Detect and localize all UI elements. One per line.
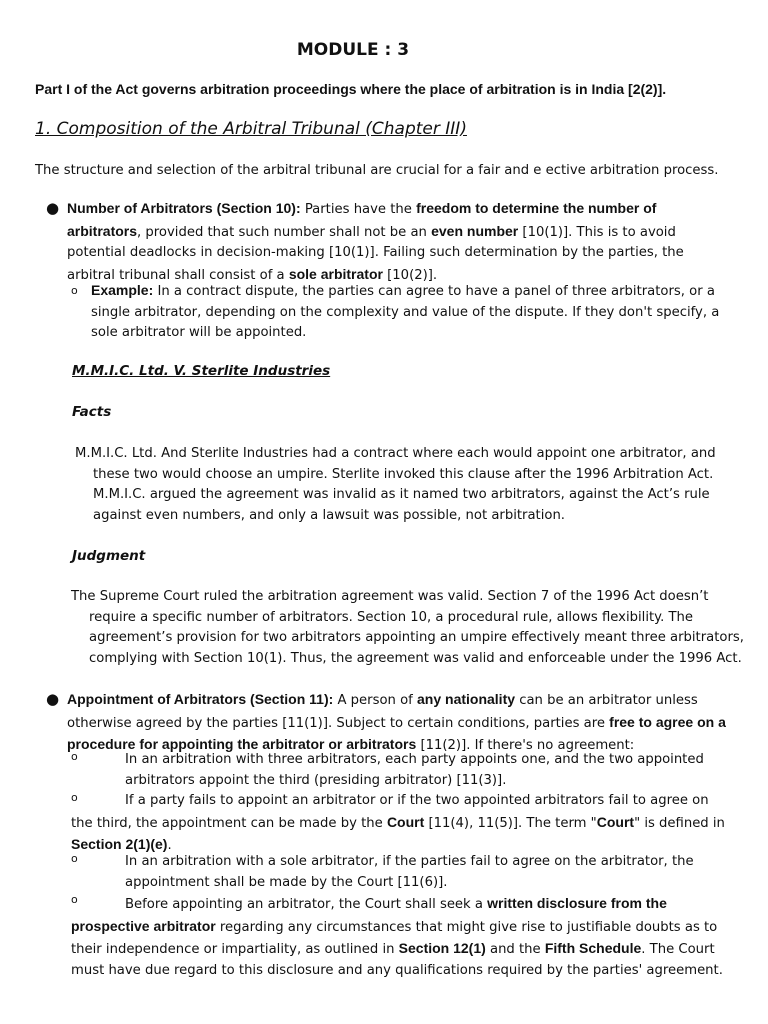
bold-text: Court [596,813,635,830]
text: [10(2)]. [382,267,438,283]
text: A person of [333,693,417,708]
circle-bullet-icon: o [71,852,78,865]
text: [11(2)]. If there's no agreement: [416,738,635,753]
section-heading: 1. Composition of the Arbitral Tribunal (Chapter III) [35,119,467,139]
appointment-point-4 [71,893,731,981]
bold-text: Number of Arbitrators (Section 10): [67,200,301,216]
bold-text: free to agree on a procedure for appointing the arbitrator or arbitrators [67,713,726,752]
circle-bullet-icon: o [71,750,78,763]
bold-text: Appointment of Arbitrators (Section 11): [67,691,334,707]
text: Before appointing an arbitrator, the Court shall seek a [125,897,488,912]
judgment-paragraph: The Supreme Court ruled the arbitration agreement was valid. Section 7 of the 1996 Act doesn’t require a specific number of arbitrators. Section 10, a procedural rule, allows flexibility. The agreement’s provision for two arbitrators appointing an umpire effectively meant three arbitrators, complying with Section 10(1). Thus, the agreement was valid and enforceable under the 1996 Act. [71,589,744,666]
appointment-point-2 [71,791,731,857]
module-title: MODULE : 3 [296,40,410,60]
bold-text: sole arbitrator [288,265,383,282]
intro-paragraph: Part I of the Act governs arbitration proceedings where the place of arbitration is in India [2(2)]. [35,81,667,97]
point-4-text [71,893,731,981]
facts-paragraph: M.M.I.C. Ltd. And Sterlite Industries had a contract where each would appoint one arbitrator, and these two would choose an umpire. Sterlite invoked this clause after the 1996 Arbitration Act. M.M.I.C. argued the agreement was invalid as it named two arbitrators, against the Act’s rule against even numbers, and only a lawsuit was possible, not arbitration. [75,446,716,523]
text: [11(4), 11(5)]. The term " [424,815,597,831]
example-sub-bullet [71,280,721,344]
section-lead: The structure and selection of the arbitral tribunal are crucial for a fair and e ective arbitration process. [35,163,719,178]
appointment-point-3 [71,852,731,893]
bold-text: Court [386,813,425,830]
text: In a contract dispute, the parties can agree to have a panel of three arbitrators, or a single arbitrator, depending on the complexity and value of the dispute. If they don't specify, a sole arbitrator will be appointed. [91,284,720,340]
point-2-text [71,791,731,857]
text: regarding any circumstances that might give rise to justifiable doubts as to their independence or impartiality, as outlined in [71,919,718,957]
text: . The Court must have due regard to this disclosure and any qualifications required by the parties' agreement. [71,942,723,978]
bullet-appointment-of-arbitrators [46,689,729,757]
bold-text: Section 12(1) [398,940,486,956]
facts-label: Facts [72,404,112,420]
text: and the [485,942,545,957]
text: In an arbitration with a sole arbitrator, if the parties fail to agree on the arbitrator, the appointment shall be made by the Court [11(6)]. [125,854,694,890]
text: In an arbitration with three arbitrators, each party appoints one, and the two appointed arbitrators appoint the third (presiding arbitrator) [11(3)]. [125,752,704,788]
bold-text: Example: [91,282,154,298]
bold-text: Section 2(1)(e) [71,836,168,852]
appointment-point-1 [71,750,731,791]
bold-text: freedom to determine the number of arbitrators [67,200,657,239]
bold-text: Fifth Schedule [544,940,642,956]
circle-bullet-icon: o [71,893,78,906]
text: can be an arbitrator unless otherwise agreed by the parties [11(1)]. Subject to certain conditions, parties are [67,693,698,731]
bullet-icon: ● [46,690,60,708]
text: If a party fails to appoint an arbitrator or if the two appointed arbitrators fail to agree on the third, the appointment can be made by the [71,793,709,831]
bold-text: written disclosure from the prospective arbitrator [71,895,667,934]
text: , provided that such number shall not be an [137,224,432,240]
text: Parties have the [300,202,417,217]
bullet-icon: ● [46,199,60,217]
text: . [167,838,172,853]
circle-bullet-icon: o [71,284,78,297]
text: [10(1)]. This is to avoid potential deadlocks in decision-making [10(1)]. Failing such determination by the parties, the arbitral tribunal shall consist of a [67,224,684,283]
bold-text: even number [431,222,519,239]
judgment-label: Judgment [72,548,146,564]
case-title: M.M.I.C. Ltd. V. Sterlite Industries [72,363,331,379]
text: " is defined in [634,815,725,831]
circle-bullet-icon: o [71,791,78,804]
bold-text: any nationality [417,691,516,707]
bullet-number-of-arbitrators [46,198,729,286]
